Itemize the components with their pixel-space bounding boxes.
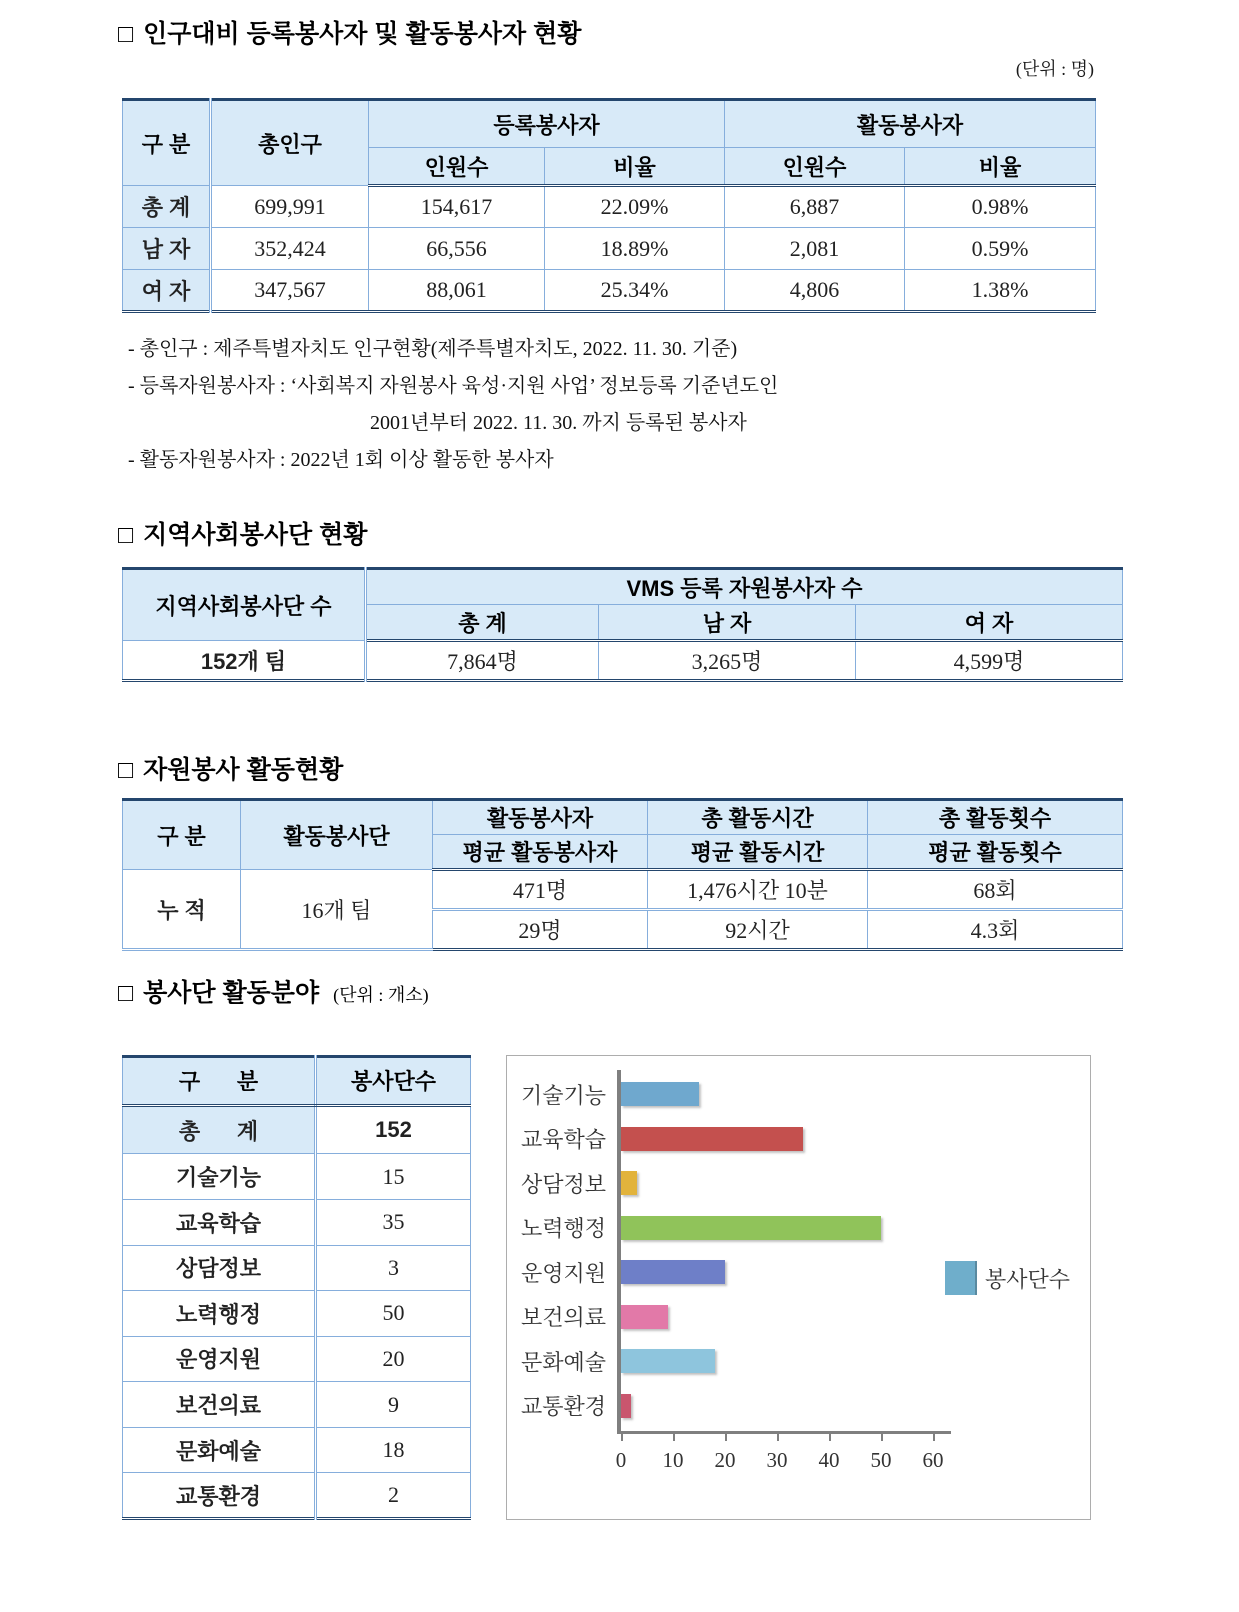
category-label: 노력행정	[521, 1216, 607, 1242]
row-label: 보건의료	[123, 1382, 316, 1428]
footnote-line: - 등록자원봉사자 : ‘사회복지 자원봉사 육성·지원 사업’ 정보등록 기준년도인	[128, 375, 779, 397]
axis-tick	[673, 1431, 675, 1441]
checkbox-icon: □	[118, 756, 134, 784]
cell: 1.38%	[905, 270, 1096, 312]
row-label: 총 계	[123, 186, 211, 228]
tick-label: 10	[662, 1448, 684, 1472]
table-row-male	[123, 228, 1096, 270]
footnote-line: - 총인구 : 제주특별자치도 인구현황(제주특별자치도, 2022. 11. 30. 기준)	[128, 338, 738, 360]
cell: 18	[316, 1427, 471, 1473]
cell: 471명	[433, 870, 648, 910]
cell: 20	[316, 1336, 471, 1382]
category-label: 보건의료	[521, 1305, 607, 1331]
row-label: 여 자	[123, 270, 211, 312]
col-header-volunteers: 활동봉사자	[433, 800, 648, 835]
chart-row	[507, 1117, 1090, 1162]
tick-label: 20	[714, 1448, 736, 1472]
category-label: 운영지원	[521, 1260, 607, 1286]
cell: 4.3회	[868, 910, 1123, 950]
col-header-corps: 활동봉사단	[241, 800, 433, 870]
x-axis-labels	[617, 1448, 951, 1478]
chart-row	[507, 1384, 1090, 1429]
cell-team-count: 152개 팀	[123, 641, 366, 681]
subheader-act-count: 인원수	[725, 148, 905, 186]
section2-title-text: 지역사회봉사단 현황	[143, 521, 368, 549]
table-header-row	[123, 100, 1096, 148]
category-label: 교통환경	[521, 1394, 607, 1420]
row-label-cumulative: 누 적	[123, 870, 241, 950]
cell: 29명	[433, 910, 648, 950]
cell-team-count: 16개 팀	[241, 870, 433, 950]
bar	[621, 1171, 637, 1195]
axis-tick	[933, 1431, 935, 1441]
section1-title	[118, 18, 1239, 50]
chart-row	[507, 1161, 1090, 1206]
row-label: 기술기능	[123, 1154, 316, 1200]
col-header-hours: 총 활동시간	[648, 800, 868, 835]
cell: 4,599명	[856, 641, 1123, 681]
cell: 3	[316, 1245, 471, 1291]
cell: 25.34%	[545, 270, 725, 312]
table-header-row	[123, 569, 1123, 605]
category-label: 문화예술	[521, 1349, 607, 1375]
table-row-total	[123, 1105, 471, 1154]
chart-row	[507, 1295, 1090, 1340]
legend-label: 봉사단수	[985, 1266, 1071, 1292]
bar	[621, 1349, 715, 1373]
tick-label: 30	[766, 1448, 788, 1472]
subheader-avg-counts: 평균 활동횟수	[868, 835, 1123, 870]
cell-total: 152	[316, 1105, 471, 1154]
col-header-group: 구 분	[123, 1057, 316, 1106]
table-row	[123, 1473, 471, 1519]
subheader-total: 총 계	[366, 605, 599, 641]
row-label: 남 자	[123, 228, 211, 270]
cell: 18.89%	[545, 228, 725, 270]
category-label: 상담정보	[521, 1171, 607, 1197]
section2-title	[118, 519, 1239, 551]
col-header-counts: 총 활동횟수	[868, 800, 1123, 835]
col-header-active: 활동봉사자	[725, 100, 1096, 148]
table-row	[123, 1245, 471, 1291]
row-label: 문화예술	[123, 1427, 316, 1473]
cell: 7,864명	[366, 641, 599, 681]
bar	[621, 1127, 803, 1151]
section4-title-text: 봉사단 활동분야	[143, 979, 320, 1007]
cell: 2	[316, 1473, 471, 1519]
section3-title-text: 자원봉사 활동현황	[143, 756, 344, 784]
unit-note-persons: (단위 : 명)	[1015, 59, 1094, 79]
subheader-avg-hours: 평균 활동시간	[648, 835, 868, 870]
footnote-line: - 활동자원봉사자 : 2022년 1회 이상 활동한 봉사자	[128, 449, 554, 471]
table-data-row	[123, 641, 1123, 681]
row-label: 총 계	[123, 1105, 316, 1154]
row-label: 교통환경	[123, 1473, 316, 1519]
col-header-corps-count: 봉사단수	[316, 1057, 471, 1106]
axis-tick	[829, 1431, 831, 1441]
cell: 3,265명	[599, 641, 856, 681]
bar	[621, 1394, 631, 1418]
cell: 50	[316, 1291, 471, 1337]
bar	[621, 1260, 725, 1284]
table-row	[123, 1154, 471, 1200]
table-header-row	[123, 800, 1123, 835]
row-label: 상담정보	[123, 1245, 316, 1291]
table-row	[123, 1291, 471, 1337]
table-row-total	[123, 186, 1096, 228]
y-axis-line	[617, 1070, 621, 1432]
col-header-group: 구 분	[123, 800, 241, 870]
axis-tick	[777, 1431, 779, 1441]
section1-title-text: 인구대비 등록봉사자 및 활동봉사자 현황	[143, 20, 582, 48]
bar	[621, 1216, 881, 1240]
col-header-registered: 등록봉사자	[369, 100, 725, 148]
x-axis-line	[617, 1431, 951, 1434]
table-header-row	[123, 1057, 471, 1106]
footnotes	[128, 331, 1239, 479]
table-row-totals	[123, 870, 1123, 910]
subheader-act-ratio: 비율	[905, 148, 1096, 186]
activity-status-table	[122, 798, 1123, 951]
bar	[621, 1082, 699, 1106]
col-header-group: 구 분	[123, 100, 211, 186]
chart-row	[507, 1339, 1090, 1384]
table-row	[123, 1382, 471, 1428]
axis-tick	[621, 1431, 623, 1441]
subheader-avg-volunteers: 평균 활동봉사자	[433, 835, 648, 870]
cell: 22.09%	[545, 186, 725, 228]
chart-row	[507, 1206, 1090, 1251]
cell: 352,424	[211, 228, 369, 270]
section3-title	[118, 754, 1239, 786]
cell: 0.98%	[905, 186, 1096, 228]
checkbox-icon: □	[118, 979, 134, 1007]
subheader-male: 남 자	[599, 605, 856, 641]
col-header-corps-count: 지역사회봉사단 수	[123, 569, 366, 641]
table-row	[123, 1427, 471, 1473]
activity-field-table	[122, 1055, 471, 1520]
cell: 2,081	[725, 228, 905, 270]
cell: 0.59%	[905, 228, 1096, 270]
tick-label: 0	[615, 1448, 627, 1472]
cell: 154,617	[369, 186, 545, 228]
cell: 92시간	[648, 910, 868, 950]
tick-label: 50	[870, 1448, 892, 1472]
category-label: 기술기능	[521, 1082, 607, 1108]
tick-label: 40	[818, 1448, 840, 1472]
table-row	[123, 1336, 471, 1382]
axis-tick	[725, 1431, 727, 1441]
col-header-population: 총인구	[211, 100, 369, 186]
cell: 4,806	[725, 270, 905, 312]
section4-title	[118, 977, 1239, 1011]
subheader-reg-count: 인원수	[369, 148, 545, 186]
cell: 88,061	[369, 270, 545, 312]
footnote-line-continued: 2001년부터 2022. 11. 30. 까지 등록된 봉사자	[370, 412, 747, 434]
unit-note-places: (단위 : 개소)	[333, 985, 429, 1005]
cell: 347,567	[211, 270, 369, 312]
cell: 9	[316, 1382, 471, 1428]
category-label: 교육학습	[521, 1127, 607, 1153]
legend-swatch	[945, 1261, 977, 1295]
bar-chart	[506, 1055, 1091, 1520]
chart-row	[507, 1072, 1090, 1117]
bar	[621, 1305, 668, 1329]
cell: 6,887	[725, 186, 905, 228]
cell: 699,991	[211, 186, 369, 228]
table-row	[123, 1199, 471, 1245]
row-label: 교육학습	[123, 1199, 316, 1245]
row-label: 운영지원	[123, 1336, 316, 1382]
chart-legend	[945, 1261, 1070, 1295]
cell: 68회	[868, 870, 1123, 910]
checkbox-icon: □	[118, 20, 134, 48]
cell: 66,556	[369, 228, 545, 270]
table-row-female	[123, 270, 1096, 312]
cell: 1,476시간 10분	[648, 870, 868, 910]
row-label: 노력행정	[123, 1291, 316, 1337]
subheader-female: 여 자	[856, 605, 1123, 641]
cell: 35	[316, 1199, 471, 1245]
subheader-reg-ratio: 비율	[545, 148, 725, 186]
checkbox-icon: □	[118, 521, 134, 549]
chart-plot-area	[507, 1056, 1090, 1428]
population-volunteer-table	[122, 98, 1096, 313]
axis-tick	[881, 1431, 883, 1441]
cell: 15	[316, 1154, 471, 1200]
tick-label: 60	[922, 1448, 944, 1472]
community-corps-table	[122, 567, 1123, 682]
col-header-vms-group: VMS 등록 자원봉사자 수	[366, 569, 1123, 605]
